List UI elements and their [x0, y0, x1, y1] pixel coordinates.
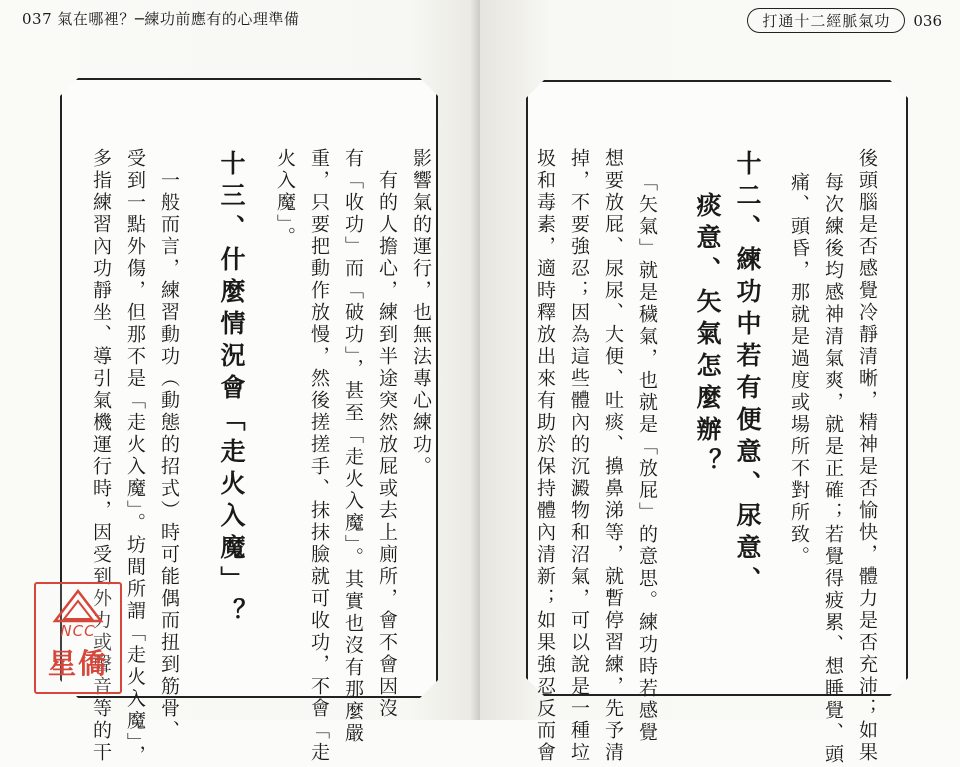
right-page	[480, 0, 960, 766]
left-line-8: 多指練習內功靜坐、導引氣機運行時，因受到外力或聲音等的干	[90, 148, 112, 764]
right-page-header	[747, 8, 942, 33]
right-line-5: 想要放屁、尿尿、大便、吐痰、擤鼻涕等，就暫停習練，先予清	[602, 148, 624, 764]
left-page-header: 037 氣在哪裡？─練功前應有的心理準備	[22, 10, 300, 28]
left-line-7: 受到一點外傷，但那不是「走火入魔」。坊間所謂「走火入魔」，	[124, 148, 146, 767]
triangle-logo-icon	[52, 588, 104, 624]
right-line-2: 每次練後均感神清氣爽，就是正確；若覺得疲累、想睡覺、頭	[822, 172, 844, 766]
left-line-6: 一般而言，練習動功（動態的招式）時可能偶而扭到筋骨、	[158, 148, 180, 742]
page-number: 036	[913, 11, 942, 30]
stamp-latin-text: NCC	[60, 622, 96, 640]
right-line-1: 後頭腦是否感覺冷靜清晰，精神是否愉快，體力是否充沛；如果	[856, 148, 878, 764]
chapter-title-pill: 打通十二經脈氣功	[747, 8, 905, 33]
left-line-2: 有的人擔心，練到半途突然放屁或去上廁所，會不會因沒	[376, 148, 398, 720]
left-line-4: 重，只要把動作放慢，然後搓搓手、抹抹臉就可收功，不會「走	[308, 148, 330, 764]
right-line-7: 圾和毒素，適時釋放出來有助於保持體內清新；如果強忍反而會	[534, 148, 556, 764]
stamp-chinese-text: 星僑	[47, 647, 108, 680]
right-line-6: 掉，不要強忍；因為這些體內的沉澱物和沼氣，可以說是一種垃	[568, 148, 590, 764]
left-line-3: 有「收功」而「破功」，甚至「走火入魔」。其實也沒有那麼嚴	[342, 148, 364, 745]
left-section-title: 十三、什麼情況會「走火入魔」？	[217, 150, 246, 630]
right-line-4: 「矢氣」就是穢氣，也就是「放屁」的意思。練功時若感覺	[636, 172, 658, 744]
right-line-3: 痛、頭昏，那就是過度或場所不對所致。	[788, 172, 810, 568]
left-line-5: 火入魔」。	[274, 148, 296, 249]
right-section-title-line-2: 痰意、矢氣怎麼辦？	[693, 192, 722, 480]
left-line-1: 影響氣的運行，也無法專心練功。	[410, 148, 432, 478]
ncc-watermark-stamp	[34, 582, 122, 694]
right-section-title-line-1: 十二、練功中若有便意、尿意、	[733, 150, 762, 598]
